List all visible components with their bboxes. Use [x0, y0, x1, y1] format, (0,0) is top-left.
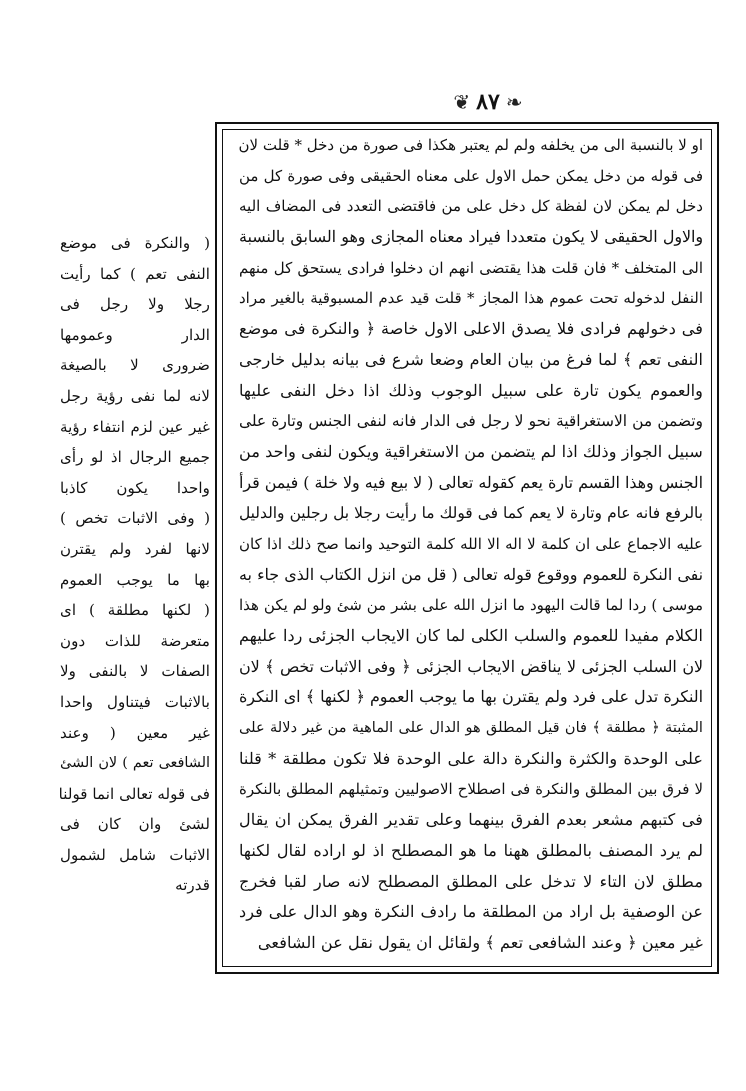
main-text-line: لم يرد المصنف بالمطلق ههنا ما هو المصطلح اذ لو اراده لقال لكنها	[239, 840, 703, 860]
main-text-line: مطلق لان التاء لا تدخل على المطلق المصطلح لانه صار لقبا فخرج	[239, 871, 703, 891]
margin-note-line: لانه لما نفى رؤية رجل	[60, 386, 210, 405]
margin-note-line: رجلا ولا رجل فى	[60, 295, 210, 314]
main-text-line: وتضمن من الاستغراقية نحو لا رجل فى الدار فانه لنفى الجنس وتارة على	[239, 412, 703, 431]
page-number: ٨٧	[476, 89, 500, 115]
main-text-line: والاول الحقيقى لا يكون متعددا فيراد معناه المجازى وهو السابق بالنسبة	[239, 227, 703, 247]
main-text-line: نفى النكرة للعموم ووقوع قوله تعالى ( قل من انزل الكتاب الذى جاء به	[239, 564, 703, 584]
margin-note-line: بالاثبات فيتناول واحدا	[60, 692, 210, 711]
margin-note-line: لشئ وان كان فى	[60, 815, 210, 834]
main-text-line: او لا بالنسبة الى من يخلفه ولم لم يعتبر هكذا فى صورة من دخل * قلت لان	[239, 136, 703, 154]
margin-commentary	[60, 228, 210, 901]
margin-note-line: الشافعى تعم ) لان الشئ	[60, 755, 210, 772]
main-text-line: الى المتخلف * فان قلت هذا يقتضى انهم ان دخلوا فرادى يستحق كل منهم	[239, 258, 703, 277]
margin-note-line: واحدا يكون كاذبا	[60, 478, 210, 497]
ornament-left-icon: ❦	[453, 90, 471, 114]
margin-note-line: جميع الرجال اذ لو رأى	[60, 448, 210, 467]
main-text-line: فى قوله من دخل يمكن حمل الاول على معناه الحقيقى وفى صورة كل من	[239, 166, 703, 185]
main-text-line: سبيل الجواز وذلك اذا لم يتضمن من الاستغراقية ويكون لنفى واحد من	[239, 441, 703, 461]
main-text-line: غير معين ﴿ وعند الشافعى تعم ﴾ ولقائل ان يقول نقل عن الشافعى	[257, 932, 703, 952]
main-text-line: عليه الاجماع على ان كلمة لا اله الا الله كلمة التوحيد وانما صح ذلك اذا كان	[239, 534, 703, 553]
main-text-line: لان السلب الجزئى لا يناقض الايجاب الجزئى ﴿ وفى الاثبات تخص ﴾ لان	[239, 656, 703, 676]
main-text-line: المثبتة ﴿ مطلقة ﴾ فان قيل المطلق هو الدال على الماهية من غير دلالة على	[239, 719, 703, 737]
main-text-frame	[215, 122, 719, 974]
margin-note-line: بها ما يوجب العموم	[60, 570, 210, 589]
margin-note-line: ( لكنها مطلقة ) اى	[60, 601, 210, 620]
margin-note-line: الصفات لا بالنفى ولا	[60, 662, 210, 681]
margin-note-line: الدار وعمومها	[60, 325, 210, 344]
margin-note-line: غير عين لزم انتفاء رؤية	[60, 417, 210, 436]
main-text-line: فى كتبهم مشعر بعدم الفرق بينهما وعلى تقدير الفرق يمكن ان يقال	[239, 810, 703, 830]
page-number-header	[426, 86, 550, 118]
margin-note-line: فى قوله تعالى انما قولنا	[58, 784, 210, 803]
main-text-line: فى دخولهم فرادى فلا يصدق الاعلى الاول خاصة ﴿ والنكرة فى موضع	[239, 319, 703, 339]
main-text-line: النفل لدخوله تحت عموم هذا المجاز * قلت قيد عدم المسبوقية بالغير مراد	[239, 289, 703, 308]
margin-note-line: ( والنكرة فى موضع	[60, 234, 210, 252]
margin-note-line: قدرته	[175, 876, 210, 895]
main-text-line: الكلام مفيدا للعموم والسلب الكلى لما كان الايجاب الجزئى ردا عليهم	[239, 626, 703, 645]
main-text-line: الجنس وهذا القسم تارة يعم كقوله تعالى ( لا بيع فيه ولا خلة ) فيمن قرأ	[239, 472, 703, 492]
margin-note-line: ضرورى لا بالصيغة	[60, 356, 210, 375]
main-text-line: بالرفع فانه عام وتارة لا يعم كما فى قولك ما رأيت رجلا بل رجلين والدليل	[239, 504, 703, 523]
margin-note-line: غير معين ( وعند	[60, 723, 210, 742]
main-text-line: النفى تعم ﴾ لما فرغ من بيان العام وضعا شرع فى بيانه بدليل خارجى	[239, 349, 703, 369]
main-text-line: موسى ) ردا لما قالت اليهود ما انزل الله على بشر من شئ ولو لم يكن هذا	[239, 596, 703, 615]
margin-note-line: لانها لفرد ولم يقترن	[60, 539, 210, 558]
main-text-line: دخل لم يمكن لان لفظة كل دخل على من فاقتضى التعدد فى المضاف اليه	[239, 197, 703, 216]
main-text-block	[239, 130, 703, 959]
margin-note-line: الاثبات شامل لشمول	[60, 845, 210, 864]
main-text-line: لا فرق بين المطلق والنكرة فى اصطلاح الاصوليين وتمثيلهم المطلق بالنكرة	[239, 780, 703, 799]
main-text-line: عن الوصفية بل اراد من المطلقة ما رادف النكرة وهو الدال على فرد	[239, 902, 703, 922]
margin-note-line: متعرضة للذات دون	[60, 631, 210, 650]
main-text-line: على الوحدة والكثرة والنكرة دالة على الوحدة فلا تكون مطلقة * قلنا	[239, 748, 703, 768]
main-text-line: النكرة تدل على فرد ولم يقترن بها ما يوجب العموم ﴿ لكنها ﴾ اى النكرة	[239, 687, 703, 707]
main-text-line: والعموم يكون تارة على سبيل الوجوب وذلك اذا دخل النفى عليها	[239, 380, 703, 400]
ornament-right-icon: ❧	[505, 90, 523, 114]
margin-note-line: النفى تعم ) كما رأيت	[60, 264, 210, 283]
margin-note-line: ( وفى الاثبات تخص )	[60, 509, 210, 528]
